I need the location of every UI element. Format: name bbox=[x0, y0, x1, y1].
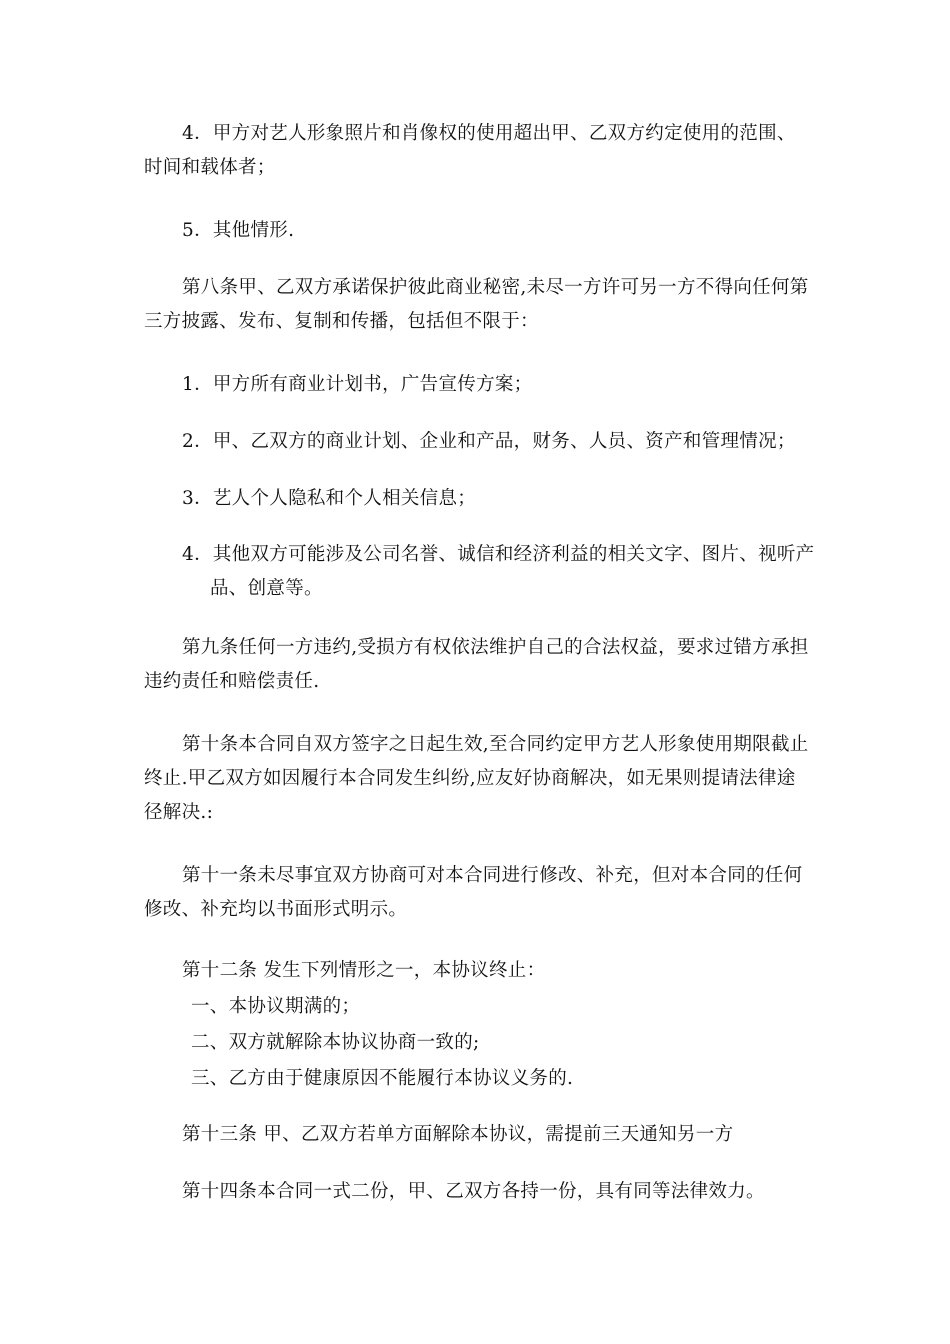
article-8-item-1: 1．甲方所有商业计划书，广告宣传方案； bbox=[182, 374, 533, 395]
article-11: 第十一条未尽事宜双方协商可对本合同进行修改、补充，但对本合同的任何修改、补充均以书面形式明示。 bbox=[144, 865, 803, 920]
article-13: 第十三条 甲、乙双方若单方面解除本协议，需提前三天通知另一方 bbox=[182, 1124, 734, 1145]
article-8: 第八条甲、乙双方承诺保护彼此商业秘密,未尽一方许可另一方不得向任何第三方披露、发布、复制和传播，包括但不限于： bbox=[144, 277, 809, 332]
article-10: 第十条本合同自双方签字之日起生效,至合同约定甲方艺人形象使用期限截止终止.甲乙双方如因履行本合同发生纠纷,应友好协商解决，如无果则提请法律途径解决.: bbox=[144, 734, 809, 823]
clause-item-5-other: 5．其他情形. bbox=[182, 220, 295, 241]
article-8-item-2: 2．甲、乙双方的商业计划、企业和产品，财务、人员、资产和管理情况； bbox=[182, 431, 796, 452]
article-8-item-4: 4．其他双方可能涉及公司名誉、诚信和经济利益的相关文字、图片、视听产品、创意等。 bbox=[182, 544, 815, 599]
article-12-item-2: 二、双方就解除本协议协商一致的; bbox=[191, 1032, 480, 1053]
article-12-heading: 第十二条 发生下列情形之一，本协议终止： bbox=[182, 960, 546, 981]
article-8-item-3: 3．艺人个人隐私和个人相关信息； bbox=[182, 488, 477, 509]
article-12-item-1: 一、本协议期满的； bbox=[191, 996, 361, 1017]
article-14: 第十四条本合同一式二份，甲、乙双方各持一份，具有同等法律效力。 bbox=[182, 1181, 765, 1202]
article-9: 第九条任何一方违约,受损方有权依法维护自己的合法权益，要求过错方承担违约责任和赔偿责任. bbox=[144, 637, 809, 692]
clause-item-4-scope: 4．甲方对艺人形象照片和肖像权的使用超出甲、乙双方约定使用的范围、时间和载体者； bbox=[144, 123, 796, 178]
article-12-item-3: 三、乙方由于健康原因不能履行本协议义务的. bbox=[191, 1068, 574, 1089]
